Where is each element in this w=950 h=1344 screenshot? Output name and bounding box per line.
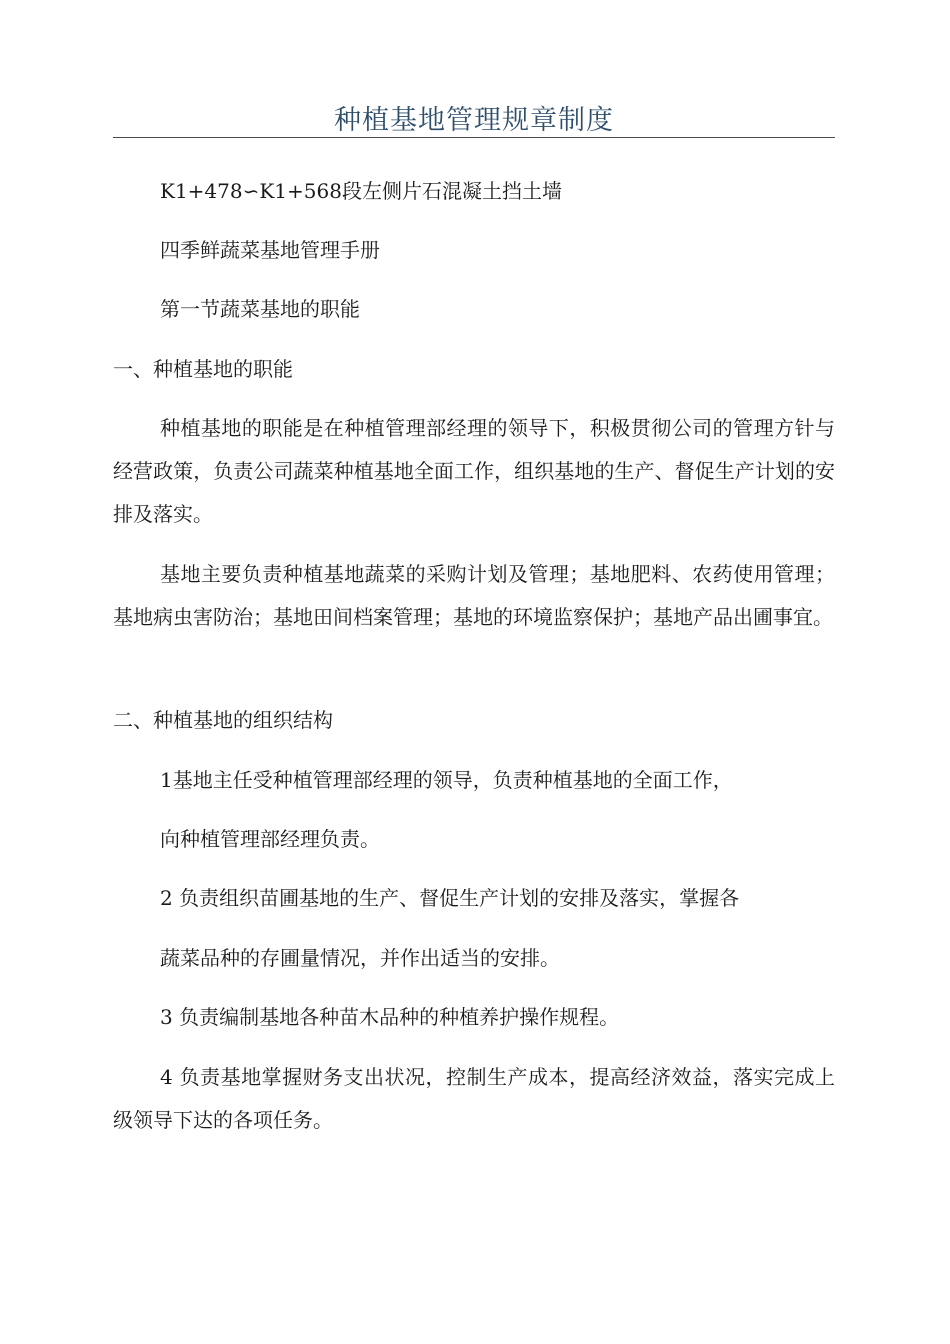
item-1-line-1: 1基地主任受种植管理部经理的领导，负责种植基地的全面工作，: [160, 768, 733, 792]
section-heading: 第一节蔬菜基地的职能: [160, 297, 360, 321]
heading-functions: 一、种植基地的职能: [113, 357, 293, 381]
manual-title-line: 四季鲜蔬菜基地管理手册: [160, 238, 380, 262]
project-line: K1+478∽K1+568段左侧片石混凝土挡土墙: [160, 179, 562, 203]
item-2-line-2: 蔬菜品种的存圃量情况，并作出适当的安排。: [160, 946, 560, 970]
document-title: 种植基地管理规章制度: [334, 105, 614, 136]
paragraph-responsibilities: 基地主要负责种植基地蔬菜的采购计划及管理；基地肥料、农药使用管理；基地病虫害防治；基地田间档案管理；基地的环境监察保护；基地产品出圃事宜。: [113, 562, 835, 629]
title-underline: [113, 137, 835, 138]
paragraph-functions: 种植基地的职能是在种植管理部经理的领导下，积极贯彻公司的管理方针与经营政策，负责公司蔬菜种植基地全面工作，组织基地的生产、督促生产计划的安排及落实。: [113, 416, 835, 526]
item-3-line: 3 负责编制基地各种苗木品种的种植养护操作规程。: [160, 1005, 620, 1029]
item-2-line-1: 2 负责组织苗圃基地的生产、督促生产计划的安排及落实，掌握各: [160, 886, 740, 910]
item-1-line-2: 向种植管理部经理负责。: [160, 827, 380, 851]
item-4-paragraph: 4 负责基地掌握财务支出状况，控制生产成本，提高经济效益，落实完成上级领导下达的各项任务。: [113, 1065, 835, 1132]
heading-organization: 二、种植基地的组织结构: [113, 708, 333, 732]
